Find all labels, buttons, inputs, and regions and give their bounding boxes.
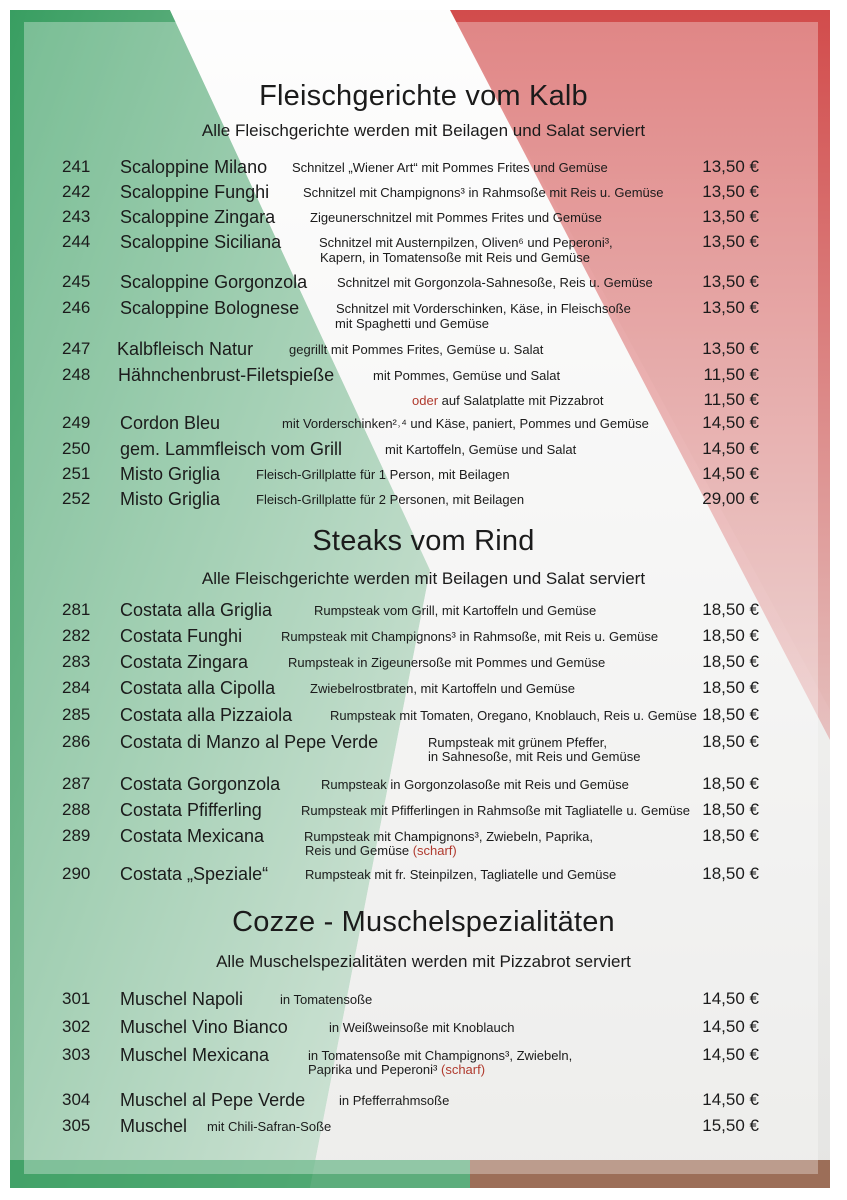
section-title: Cozze - Muschelspezialitäten xyxy=(232,906,615,938)
item-description-text: auf Salatplatte mit Pizzabrot xyxy=(438,393,604,408)
item-price: 18,50 € xyxy=(702,600,759,619)
item-number: 305 xyxy=(62,1116,91,1135)
item-name: Costata Zingara xyxy=(120,652,249,672)
item-description-text: Schnitzel „Wiener Art“ mit Pommes Frites und Gemüse xyxy=(292,160,608,175)
item-description xyxy=(319,235,613,251)
item-number: 284 xyxy=(62,678,91,697)
item-name: gem. Lammfleisch vom Grill xyxy=(120,439,343,459)
item-description-text: in Pfefferrahmsoße xyxy=(339,1093,450,1108)
item-name: Kalbfleisch Natur xyxy=(117,339,254,359)
item-price: 13,50 € xyxy=(702,339,759,358)
item-description-text: Rumpsteak mit grünem Pfeffer, xyxy=(428,735,607,750)
item-description xyxy=(301,803,690,819)
item-number: 251 xyxy=(62,464,91,483)
item-price: 18,50 € xyxy=(702,864,759,883)
item-price: 14,50 € xyxy=(702,1017,759,1036)
item-number: 282 xyxy=(62,626,91,645)
item-number: 281 xyxy=(62,600,91,619)
item-spicy-note: (scharf) xyxy=(412,843,457,858)
item-name: Muschel Vino Bianco xyxy=(120,1017,288,1037)
item-number: 242 xyxy=(62,182,91,201)
item-number: 302 xyxy=(62,1017,91,1036)
item-number: 244 xyxy=(62,232,91,251)
item-price: 18,50 € xyxy=(702,705,759,724)
item-name: Scaloppine Gorgonzola xyxy=(120,272,308,292)
item-description xyxy=(280,992,372,1008)
item-number: 246 xyxy=(62,298,91,317)
item-number: 303 xyxy=(62,1045,91,1064)
menu-item xyxy=(0,1045,847,1085)
item-name: Scaloppine Funghi xyxy=(120,182,270,202)
item-number: 249 xyxy=(62,413,91,432)
item-price: 14,50 € xyxy=(702,464,759,483)
item-description-text: Fleisch-Grillplatte für 1 Person, mit Beilagen xyxy=(256,467,510,482)
item-description xyxy=(373,368,560,384)
item-number: 247 xyxy=(62,339,91,358)
menu-item xyxy=(0,864,847,904)
item-name: Misto Griglia xyxy=(120,464,221,484)
item-description-alt: oder xyxy=(412,393,439,408)
item-description xyxy=(412,393,604,409)
item-price: 13,50 € xyxy=(702,157,759,176)
item-name: Scaloppine Milano xyxy=(120,157,268,177)
item-name: Costata Mexicana xyxy=(120,826,265,846)
item-description xyxy=(256,467,510,483)
item-name: Scaloppine Siciliana xyxy=(120,232,282,252)
item-description-line2-text: in Sahnesoße, mit Reis und Gemüse xyxy=(428,749,641,764)
item-price: 14,50 € xyxy=(702,989,759,1008)
item-price: 13,50 € xyxy=(702,272,759,291)
item-description xyxy=(337,275,653,291)
item-description xyxy=(303,185,664,201)
item-description-text: Rumpsteak in Zigeunersoße mit Pommes und Gemüse xyxy=(288,655,606,670)
item-description-text: mit Vorderschinken²˒⁴ und Käse, paniert, Pommes und Gemüse xyxy=(282,416,649,431)
item-description-text: Rumpsteak mit Champignons³ in Rahmsoße, mit Reis u. Gemüse xyxy=(281,629,659,644)
item-price: 13,50 € xyxy=(702,207,759,226)
item-name: Cordon Bleu xyxy=(120,413,221,433)
menu-item xyxy=(0,732,847,772)
section-subtitle: Alle Fleischgerichte werden mit Beilagen und Salat serviert xyxy=(201,121,646,140)
item-spicy-note: (scharf) xyxy=(440,1062,486,1077)
item-description xyxy=(314,603,596,619)
item-description xyxy=(288,655,605,671)
item-number: 289 xyxy=(62,826,91,845)
item-name: Hähnchenbrust-Filetspieße xyxy=(118,365,335,385)
item-description-text: in Weißweinsoße mit Knoblauch xyxy=(329,1020,515,1035)
item-name: Costata alla Cipolla xyxy=(120,678,276,698)
item-price: 14,50 € xyxy=(702,413,759,432)
item-price: 13,50 € xyxy=(702,298,759,317)
item-price: 18,50 € xyxy=(702,774,759,793)
item-description-line2-text: mit Spaghetti und Gemüse xyxy=(335,316,489,331)
menu-item xyxy=(0,232,847,272)
item-description-text: Rumpsteak mit Champignons³, Zwiebeln, Paprika, xyxy=(304,829,594,844)
item-description xyxy=(289,342,543,358)
item-description-text: Fleisch-Grillplatte für 2 Personen, mit Beilagen xyxy=(256,492,525,507)
item-name: Costata Pfifferling xyxy=(120,800,262,820)
item-description-line2-text: Kapern, in Tomatensoße mit Reis und Gemüse xyxy=(320,250,591,265)
item-price: 18,50 € xyxy=(702,678,759,697)
item-description xyxy=(321,777,629,793)
item-name: Costata alla Griglia xyxy=(120,600,273,620)
item-price: 18,50 € xyxy=(702,800,759,819)
item-description-text: Rumpsteak vom Grill, mit Kartoffeln und Gemüse xyxy=(314,603,597,618)
item-price: 11,50 € xyxy=(703,365,759,384)
item-number: 304 xyxy=(62,1090,91,1109)
item-price: 14,50 € xyxy=(702,1090,759,1109)
item-name: Misto Griglia xyxy=(120,489,221,509)
item-description-text: Rumpsteak in Gorgonzolasoße mit Reis und Gemüse xyxy=(321,777,629,792)
menu-item xyxy=(0,826,847,866)
item-description-text: mit Pommes, Gemüse und Salat xyxy=(373,368,561,383)
menu-item xyxy=(0,298,847,338)
item-name: Costata alla Pizzaiola xyxy=(120,705,293,725)
item-description-text: mit Kartoffeln, Gemüse und Salat xyxy=(385,442,577,457)
item-description-text: Schnitzel mit Champignons³ in Rahmsoße mit Reis u. Gemüse xyxy=(303,185,664,200)
item-description xyxy=(336,301,631,317)
item-description-text: Rumpsteak mit Pfifferlingen in Rahmsoße mit Tagliatelle u. Gemüse xyxy=(301,803,690,818)
item-description xyxy=(256,492,524,508)
item-description-text: mit Chili-Safran-Soße xyxy=(207,1119,332,1134)
item-name: Muschel xyxy=(120,1116,188,1136)
item-number: 288 xyxy=(62,800,91,819)
item-description xyxy=(329,1020,514,1036)
item-price: 14,50 € xyxy=(702,1045,759,1064)
item-number: 285 xyxy=(62,705,91,724)
item-description-text: in Tomatensoße mit Champignons³, Zwiebeln, xyxy=(308,1048,573,1063)
section-subtitle: Alle Muschelspezialitäten werden mit Pizzabrot serviert xyxy=(216,952,631,971)
item-description-line2 xyxy=(308,1062,485,1078)
item-price: 11,50 € xyxy=(703,390,759,409)
item-price: 18,50 € xyxy=(702,626,759,645)
item-name: Muschel Mexicana xyxy=(120,1045,270,1065)
item-description-text: Rumpsteak mit fr. Steinpilzen, Tagliatelle und Gemüse xyxy=(305,867,617,882)
item-description xyxy=(339,1093,449,1109)
section-title: Fleischgerichte vom Kalb xyxy=(259,80,588,112)
item-number: 243 xyxy=(62,207,91,226)
item-number: 286 xyxy=(62,732,91,751)
item-description-line2 xyxy=(428,749,640,765)
item-description-text: gegrillt mit Pommes Frites, Gemüse u. Salat xyxy=(289,342,544,357)
item-description-text: in Tomatensoße xyxy=(280,992,373,1007)
menu-item xyxy=(0,1116,847,1156)
item-price: 13,50 € xyxy=(702,232,759,251)
item-name: Costata Gorgonzola xyxy=(120,774,281,794)
section-subtitle: Alle Fleischgerichte werden mit Beilagen und Salat serviert xyxy=(201,569,646,588)
item-description xyxy=(292,160,608,176)
item-number: 252 xyxy=(62,489,91,508)
item-description-line2 xyxy=(335,316,489,332)
item-description-line2-text: Paprika und Peperoni³ xyxy=(308,1062,438,1077)
item-description-text: Zwiebelrostbraten, mit Kartoffeln und Gemüse xyxy=(310,681,575,696)
item-description-text: Schnitzel mit Austernpilzen, Oliven⁶ und Peperoni³, xyxy=(319,235,613,250)
section-title: Steaks vom Rind xyxy=(312,525,535,557)
item-number: 301 xyxy=(62,989,91,1008)
item-name: Costata „Speziale“ xyxy=(120,864,269,884)
item-name: Costata Funghi xyxy=(120,626,243,646)
item-price: 15,50 € xyxy=(702,1116,759,1135)
item-description-text: Schnitzel mit Vorderschinken, Käse, in Fleischsoße xyxy=(336,301,631,316)
item-price: 18,50 € xyxy=(702,732,759,751)
item-description xyxy=(281,629,658,645)
item-description xyxy=(310,681,575,697)
item-number: 241 xyxy=(62,157,91,176)
item-price: 13,50 € xyxy=(702,182,759,201)
item-description xyxy=(305,867,616,883)
item-description xyxy=(207,1119,331,1135)
item-price: 14,50 € xyxy=(702,439,759,458)
item-name: Costata di Manzo al Pepe Verde xyxy=(120,732,379,752)
item-number: 245 xyxy=(62,272,91,291)
item-description xyxy=(330,708,697,724)
item-description xyxy=(282,416,649,432)
item-number: 287 xyxy=(62,774,91,793)
item-price: 18,50 € xyxy=(702,826,759,845)
item-number: 290 xyxy=(62,864,91,883)
item-description-text: Rumpsteak mit Tomaten, Oregano, Knoblauch, Reis u. Gemüse xyxy=(330,708,697,723)
item-name: Scaloppine Bolognese xyxy=(120,298,300,318)
item-description xyxy=(310,210,602,226)
item-description-line2-text: Reis und Gemüse xyxy=(305,843,410,858)
item-number: 248 xyxy=(62,365,91,384)
item-name: Muschel al Pepe Verde xyxy=(120,1090,306,1110)
menu-item xyxy=(0,489,847,529)
item-description-text: Schnitzel mit Gorgonzola-Sahnesoße, Reis u. Gemüse xyxy=(337,275,653,290)
item-description-line2 xyxy=(320,250,590,266)
item-description xyxy=(385,442,576,458)
item-number: 283 xyxy=(62,652,91,671)
item-name: Muschel Napoli xyxy=(120,989,244,1009)
item-description-text: Zigeunerschnitzel mit Pommes Frites und Gemüse xyxy=(310,210,602,225)
item-name: Scaloppine Zingara xyxy=(120,207,276,227)
item-number: 250 xyxy=(62,439,91,458)
item-price: 29,00 € xyxy=(702,489,759,508)
item-description-line2 xyxy=(305,843,457,859)
item-price: 18,50 € xyxy=(702,652,759,671)
